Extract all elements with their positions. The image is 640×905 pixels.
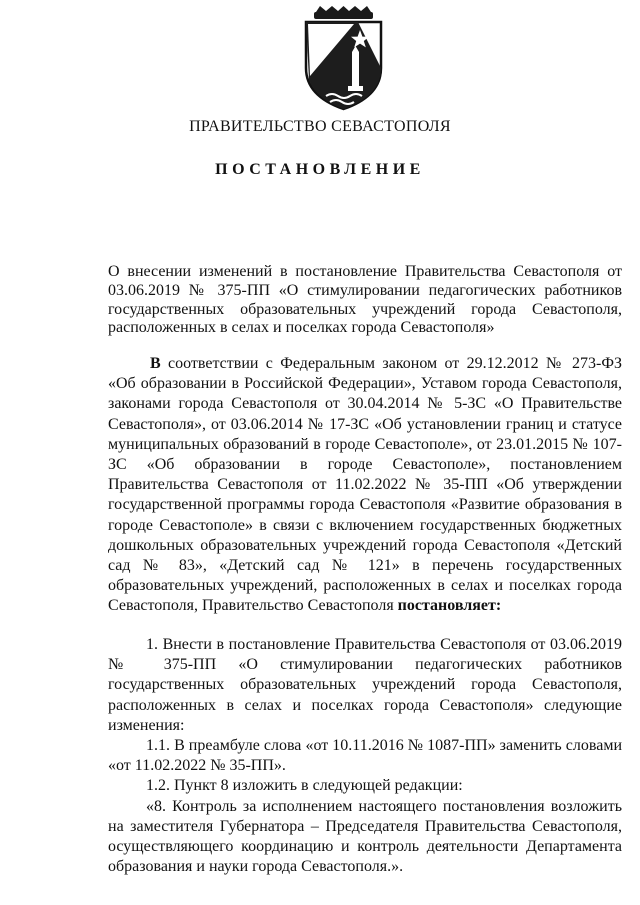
preamble-lead: В <box>150 355 161 372</box>
preamble-section <box>108 354 622 617</box>
item-1-2: 1.2. Пункт 8 изложить в следующей редакции: <box>146 777 463 795</box>
preamble-paragraph <box>108 354 622 617</box>
document-subject: О внесении изменений в постановление Правительства Севастополя от 03.06.2019 № 375-ПП «О стимулировании педагогических работников государственных образовательных учреждений города Севастополя, расположенных в селах и поселках города Севастополя» <box>108 263 622 337</box>
item-1-1: 1.1. В преамбуле слова «от 10.11.2016 № 1087-ПП» заменить словами «от 11.02.2022 № 35-ПП». <box>108 737 622 775</box>
document-type-title: ПОСТАНОВЛЕНИЕ <box>215 161 425 178</box>
preamble-text: соответствии с Федеральным законом от 29.12.2012 № 273-ФЗ «Об образовании в Российской Федерации», Уставом города Севастополя, законами города Севастополя от 30.04.2014 № 5-ЗС «О Правительстве Севастополя», от 03.06.2014 № 17-ЗС «Об установлении границ и статусе муниципальных образований в городе Севастополе», от 23.01.2015 № 107-ЗС «Об образовании в городе Севастополе», постановлением Правительства Севастополя от 11.02.2022 № 35-ПП «Об утверждении государственной программы города Севастополя «Развитие образования в городе Севастополе» в связи с включением государственных бюджетных дошкольных образовательных учреждений города Севастополя «Детский сад № 83», «Детский сад № 121» в перечень государственных образовательных учреждений, расположенных в селах и поселках города Севастополя, Правительство Севастополя <box>108 355 622 615</box>
resolution-items <box>108 635 622 877</box>
item-8-new-text: «8. Контроль за исполнением настоящего постановления возложить на заместителя Губернатора – Председателя Правительства Севастополя, осуществляющего координацию и контроль деятельности Департамента образования и науки города Севастополя.». <box>108 797 622 876</box>
government-name: ПРАВИТЕЛЬСТВО СЕВАСТОПОЛЯ <box>189 118 451 135</box>
preamble-decision: постановляет: <box>397 597 502 615</box>
sevastopol-coat-of-arms-icon <box>296 6 391 111</box>
item-1: 1. Внести в постановление Правительства Севастополя от 03.06.2019 № 375-ПП «О стимулировании педагогических работников государственных образовательных учреждений города Севастополя, расположенных в селах и поселках города Севастополя» следующие изменения: <box>108 636 622 734</box>
